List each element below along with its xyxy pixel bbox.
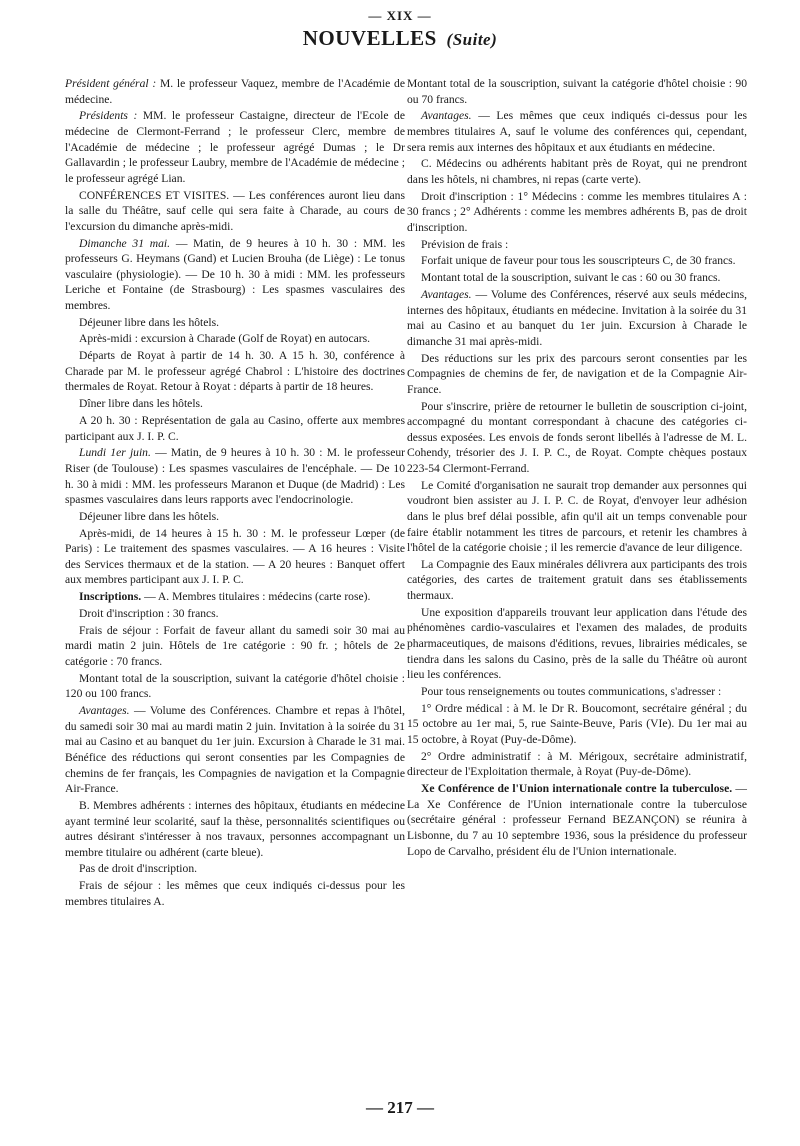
left-column bbox=[65, 76, 405, 911]
paragraph-text: Une exposition d'appareils trouvant leur application dans l'étude des phénomènes cardio-vasculaires et l'examen des malades, de produits pharmaceutiques, de maisons d'éditions, revues, librairies médicales, se tiendra dans les salons du Casino, près de la salle du Théâtre où auront lieu les conférences. bbox=[407, 605, 747, 682]
paragraph-lead: CONFÉRENCES ET VISITES. bbox=[79, 188, 230, 202]
paragraph-text: MM. le professeur Castaigne, directeur de l'Ecole de médecine de Clermont-Ferrand ; le professeur Clerc, membre de l'Académie de médecine ; le professeur agrégé Dumas ; le Dr Gallavardin ; le professeur Laubry, membre de l'Académie de médecine ; le professeur agrégé Lian. bbox=[65, 109, 405, 185]
paragraph-text: — Les mêmes que ceux indiqués ci-dessus pour les membres titulaires A, sauf le volume des conférences qui, cependant, sera remis aux internes des hôpitaux et aux étudiants en médecine. bbox=[407, 109, 747, 154]
paragraph bbox=[65, 623, 405, 670]
paragraph-text: Pour tous renseignements ou toutes communications, s'adresser : bbox=[421, 685, 722, 698]
paragraph bbox=[407, 701, 747, 748]
paragraph-lead: Lundi 1er juin. bbox=[79, 446, 151, 460]
paragraph-lead: Inscriptions. bbox=[79, 590, 142, 604]
paragraph-text: Le Comité d'organisation ne saurait trop demander aux personnes qui voudront bien assister au J. I. P. C. de Royat, d'envoyer leur adhésion dans le plus bref délai possible, afin qu'il ait un temps convenable pour faire établir notamment les titres de parcours, et retenir les chambres à l'hôtel de la catégorie choisie ; il les remercie d'avance de leur diligence. bbox=[407, 478, 747, 555]
paragraph bbox=[407, 253, 747, 269]
paragraph bbox=[65, 236, 405, 314]
paragraph bbox=[65, 589, 405, 605]
paragraph-text: — Matin, de 9 heures à 10 h. 30 : MM. les professeurs G. Heymans (Gand) et Lucien Brouha (de Liège) : Le tonus vasculaire (physiologie). — De 10 h. 30 à midi : MM. les professeurs Leriche et Fontaine (de Strasbourg) : Les spasmes vasculaires des membres. bbox=[65, 236, 405, 312]
paragraph-text: Montant total de la souscription, suivant le cas : 60 ou 30 francs. bbox=[421, 271, 721, 285]
paragraph-text: Après-midi, de 14 heures à 15 h. 30 : M. le professeur Lœper (de Paris) : Le traitement des spasmes vasculaires. — A 16 heures : Visite des Services thermaux et de la station. — A 20 heures : Banquet offert aux membres participant aux J. I. P. C. bbox=[65, 526, 405, 587]
paragraph bbox=[65, 108, 405, 186]
paragraph-text: Prévision de frais : bbox=[421, 237, 509, 251]
paragraph bbox=[65, 509, 405, 525]
section-title bbox=[0, 26, 800, 51]
paragraph-text: Déjeuner libre dans les hôtels. bbox=[79, 509, 220, 523]
paragraph-text: 1° Ordre médical : à M. le Dr R. Boucomont, secrétaire général ; du 15 octobre au 1er mai, 5, rue Sainte-Beuve, Paris (VIe). Du 1er mai au 15 octobre, à Royat (Puy-de-Dôme). bbox=[407, 701, 747, 746]
paragraph bbox=[65, 315, 405, 331]
paragraph bbox=[65, 188, 405, 235]
paragraph bbox=[65, 413, 405, 444]
paragraph-text: Pour s'inscrire, prière de retourner le bulletin de souscription ci-joint, accompagné du montant correspondant à chacune des catégories ci-dessus exposées. Les envois de fonds seront libellés à l'adresse de M. L. Cohendy, trésorier des J. I. P. C., de Royat. Compte chèques postaux 223-54 Clermont-Ferrand. bbox=[407, 399, 747, 475]
paragraph-text: — Volume des Conférences, réservé aux seuls médecins, internes des hôpitaux, étudiants en médecine. Invitation à la soirée du 31 mai au Casino et au banquet du 1er juin. Excursion à Charade le dimanche 31 mai après-midi. bbox=[407, 288, 747, 348]
page-header bbox=[0, 8, 800, 51]
paragraph-text: Départs de Royat à partir de 14 h. 30. A 15 h. 30, conférence à Charade par M. le professeur agrégé Chabrol : L'histoire des doctrines thermales de Royat. Retour à Royat : départs à partir de 18 heures. bbox=[65, 349, 405, 394]
paragraph-text: — Matin, de 9 heures à 10 h. 30 : M. le professeur Riser (de Toulouse) : Les spasmes vasculaires de l'encéphale. — De 10 h. 30 à midi : MM. les professeurs Maranon et Duque (de Madrid) : Les spasmes vasculaires dans leurs rapports avec l'endocrinologie. bbox=[65, 446, 405, 507]
paragraph bbox=[407, 287, 747, 349]
paragraph-text: — Les conférences auront lieu dans la salle du Théâtre, sauf celle qui sera faite à Charade, au cours de l'excursion du dimanche après-midi. bbox=[65, 188, 405, 233]
paragraph bbox=[65, 878, 405, 909]
paragraph-text: B. Membres adhérents : internes des hôpitaux, étudiants en médecine ayant terminé leur scolarité, sauf la thèse, personnalités scientifiques ou autres désirant s'intéresser à nos travaux, personnes accompagnant un membre titulaire ou adhérent (carte bleue). bbox=[65, 798, 405, 859]
paragraph bbox=[407, 605, 747, 683]
paragraph bbox=[407, 749, 747, 780]
paragraph bbox=[407, 781, 747, 859]
paragraph bbox=[65, 798, 405, 860]
page-number-footer: — 217 — bbox=[366, 1098, 434, 1117]
paragraph bbox=[407, 156, 747, 187]
paragraph bbox=[407, 270, 747, 286]
paragraph-text: Forfait unique de faveur pour tous les souscripteurs C, de 30 francs. bbox=[421, 254, 736, 268]
paragraph-lead: Présidents : bbox=[79, 109, 138, 123]
paragraph-lead: Président général : bbox=[65, 77, 157, 90]
paragraph-text: La Compagnie des Eaux minérales délivrera aux participants des trois catégories, des cartes de traitement gratuit dans ses établissements thermaux. bbox=[407, 557, 747, 603]
paragraph-text: Montant total de la souscription, suivant la catégorie d'hôtel choisie : 90 ou 70 francs. bbox=[407, 77, 747, 106]
paragraph bbox=[65, 526, 405, 588]
section-title-suffix: (Suite) bbox=[446, 30, 498, 49]
roman-page-number: — XIX — bbox=[368, 8, 432, 23]
paragraph-text: C. Médecins ou adhérents habitant près de Royat, qui ne prendront dans les hôtels, ni chambres, ni repas (carte verte). bbox=[407, 157, 747, 186]
paragraph bbox=[65, 606, 405, 622]
right-column bbox=[407, 76, 747, 860]
paragraph-text: M. le professeur Vaquez, membre de l'Académie de médecine. bbox=[65, 77, 405, 106]
paragraph bbox=[407, 108, 747, 155]
paragraph bbox=[65, 445, 405, 507]
paragraph-lead: Avantages. bbox=[421, 109, 472, 123]
paragraph-text: Droit d'inscription : 30 francs. bbox=[79, 607, 219, 621]
paragraph bbox=[65, 331, 405, 347]
paragraph-text: A 20 h. 30 : Représentation de gala au Casino, offerte aux membres participant aux J. I. P. C. bbox=[65, 413, 405, 443]
paragraph bbox=[407, 399, 747, 477]
paragraph bbox=[407, 189, 747, 236]
paragraph-text: Frais de séjour : Forfait de faveur allant du samedi soir 30 mai au mardi matin 2 juin. Hôtels de 1re catégorie : 90 fr. ; hôtels de 2e catégorie : 70 francs. bbox=[65, 623, 405, 668]
paragraph-text: Pas de droit d'inscription. bbox=[79, 862, 198, 876]
paragraph-lead: Xe Conférence de l'Union internationale contre la tuberculose. bbox=[421, 782, 733, 796]
section-title-main: NOUVELLES bbox=[302, 26, 437, 50]
paragraph bbox=[407, 684, 747, 700]
paragraph-text: Après-midi : excursion à Charade (Golf de Royat) en autocars. bbox=[79, 332, 371, 346]
paragraph bbox=[65, 861, 405, 877]
paragraph bbox=[407, 478, 747, 556]
paragraph-text: — La Xe Conférence de l'Union internationale contre la tuberculose (secrétaire général : professeur Fernand BEZANÇON) se réunira à Lisbonne, du 7 au 10 septembre 1936, sous la présidence du professeur Lopo de Carvalho, président élu de l'Union internationale. bbox=[407, 782, 747, 858]
paragraph bbox=[65, 703, 405, 797]
paragraph bbox=[65, 671, 405, 702]
paragraph-text: Déjeuner libre dans les hôtels. bbox=[79, 315, 220, 329]
paragraph-text: Des réductions sur les prix des parcours seront consenties par les Compagnies de chemins de fer, de navigation et de la Compagnie Air-France. bbox=[407, 351, 747, 396]
paragraph-text: Dîner libre dans les hôtels. bbox=[79, 397, 203, 411]
paragraph bbox=[407, 351, 747, 398]
paragraph-text: Montant total de la souscription, suivant la catégorie d'hôtel choisie : 120 ou 100 francs. bbox=[65, 671, 405, 701]
paragraph-lead: Avantages. bbox=[421, 288, 472, 302]
paragraph bbox=[65, 76, 405, 107]
paragraph-text: Frais de séjour : les mêmes que ceux indiqués ci-dessus pour les membres titulaires A. bbox=[65, 879, 405, 908]
paragraph-text: Droit d'inscription : 1° Médecins : comme les membres titulaires A : 30 francs ; 2° Adhérents : comme les membres adhérents B, pas de droit d'inscription. bbox=[407, 189, 747, 234]
paragraph bbox=[65, 396, 405, 412]
paragraph-text: 2° Ordre administratif : à M. Mérigoux, secrétaire administratif, directeur de l'Exploitation thermale, à Royat (Puy-de-Dôme). bbox=[407, 749, 747, 779]
paragraph bbox=[407, 237, 747, 253]
paragraph bbox=[407, 557, 747, 604]
paragraph-lead: Avantages. bbox=[79, 704, 130, 718]
paragraph-lead: Dimanche 31 mai. bbox=[79, 236, 171, 250]
paragraph bbox=[407, 76, 747, 107]
paragraph bbox=[65, 348, 405, 395]
paragraph-text: — Volume des Conférences. Chambre et repas à l'hôtel, du samedi soir 30 mai au mardi matin 2 juin. Invitation à la soirée du 31 mai au Casino et au banquet du 1er juin. Excursion à Charade le 31 mai. Bénéfice des réductions qui seront consenties par les Compagnies de chemins de fer français, les Compagnies de navigation et la Compagnie Air-France. bbox=[65, 704, 405, 796]
paragraph-text: — A. Membres titulaires : médecins (carte rose). bbox=[141, 590, 371, 604]
